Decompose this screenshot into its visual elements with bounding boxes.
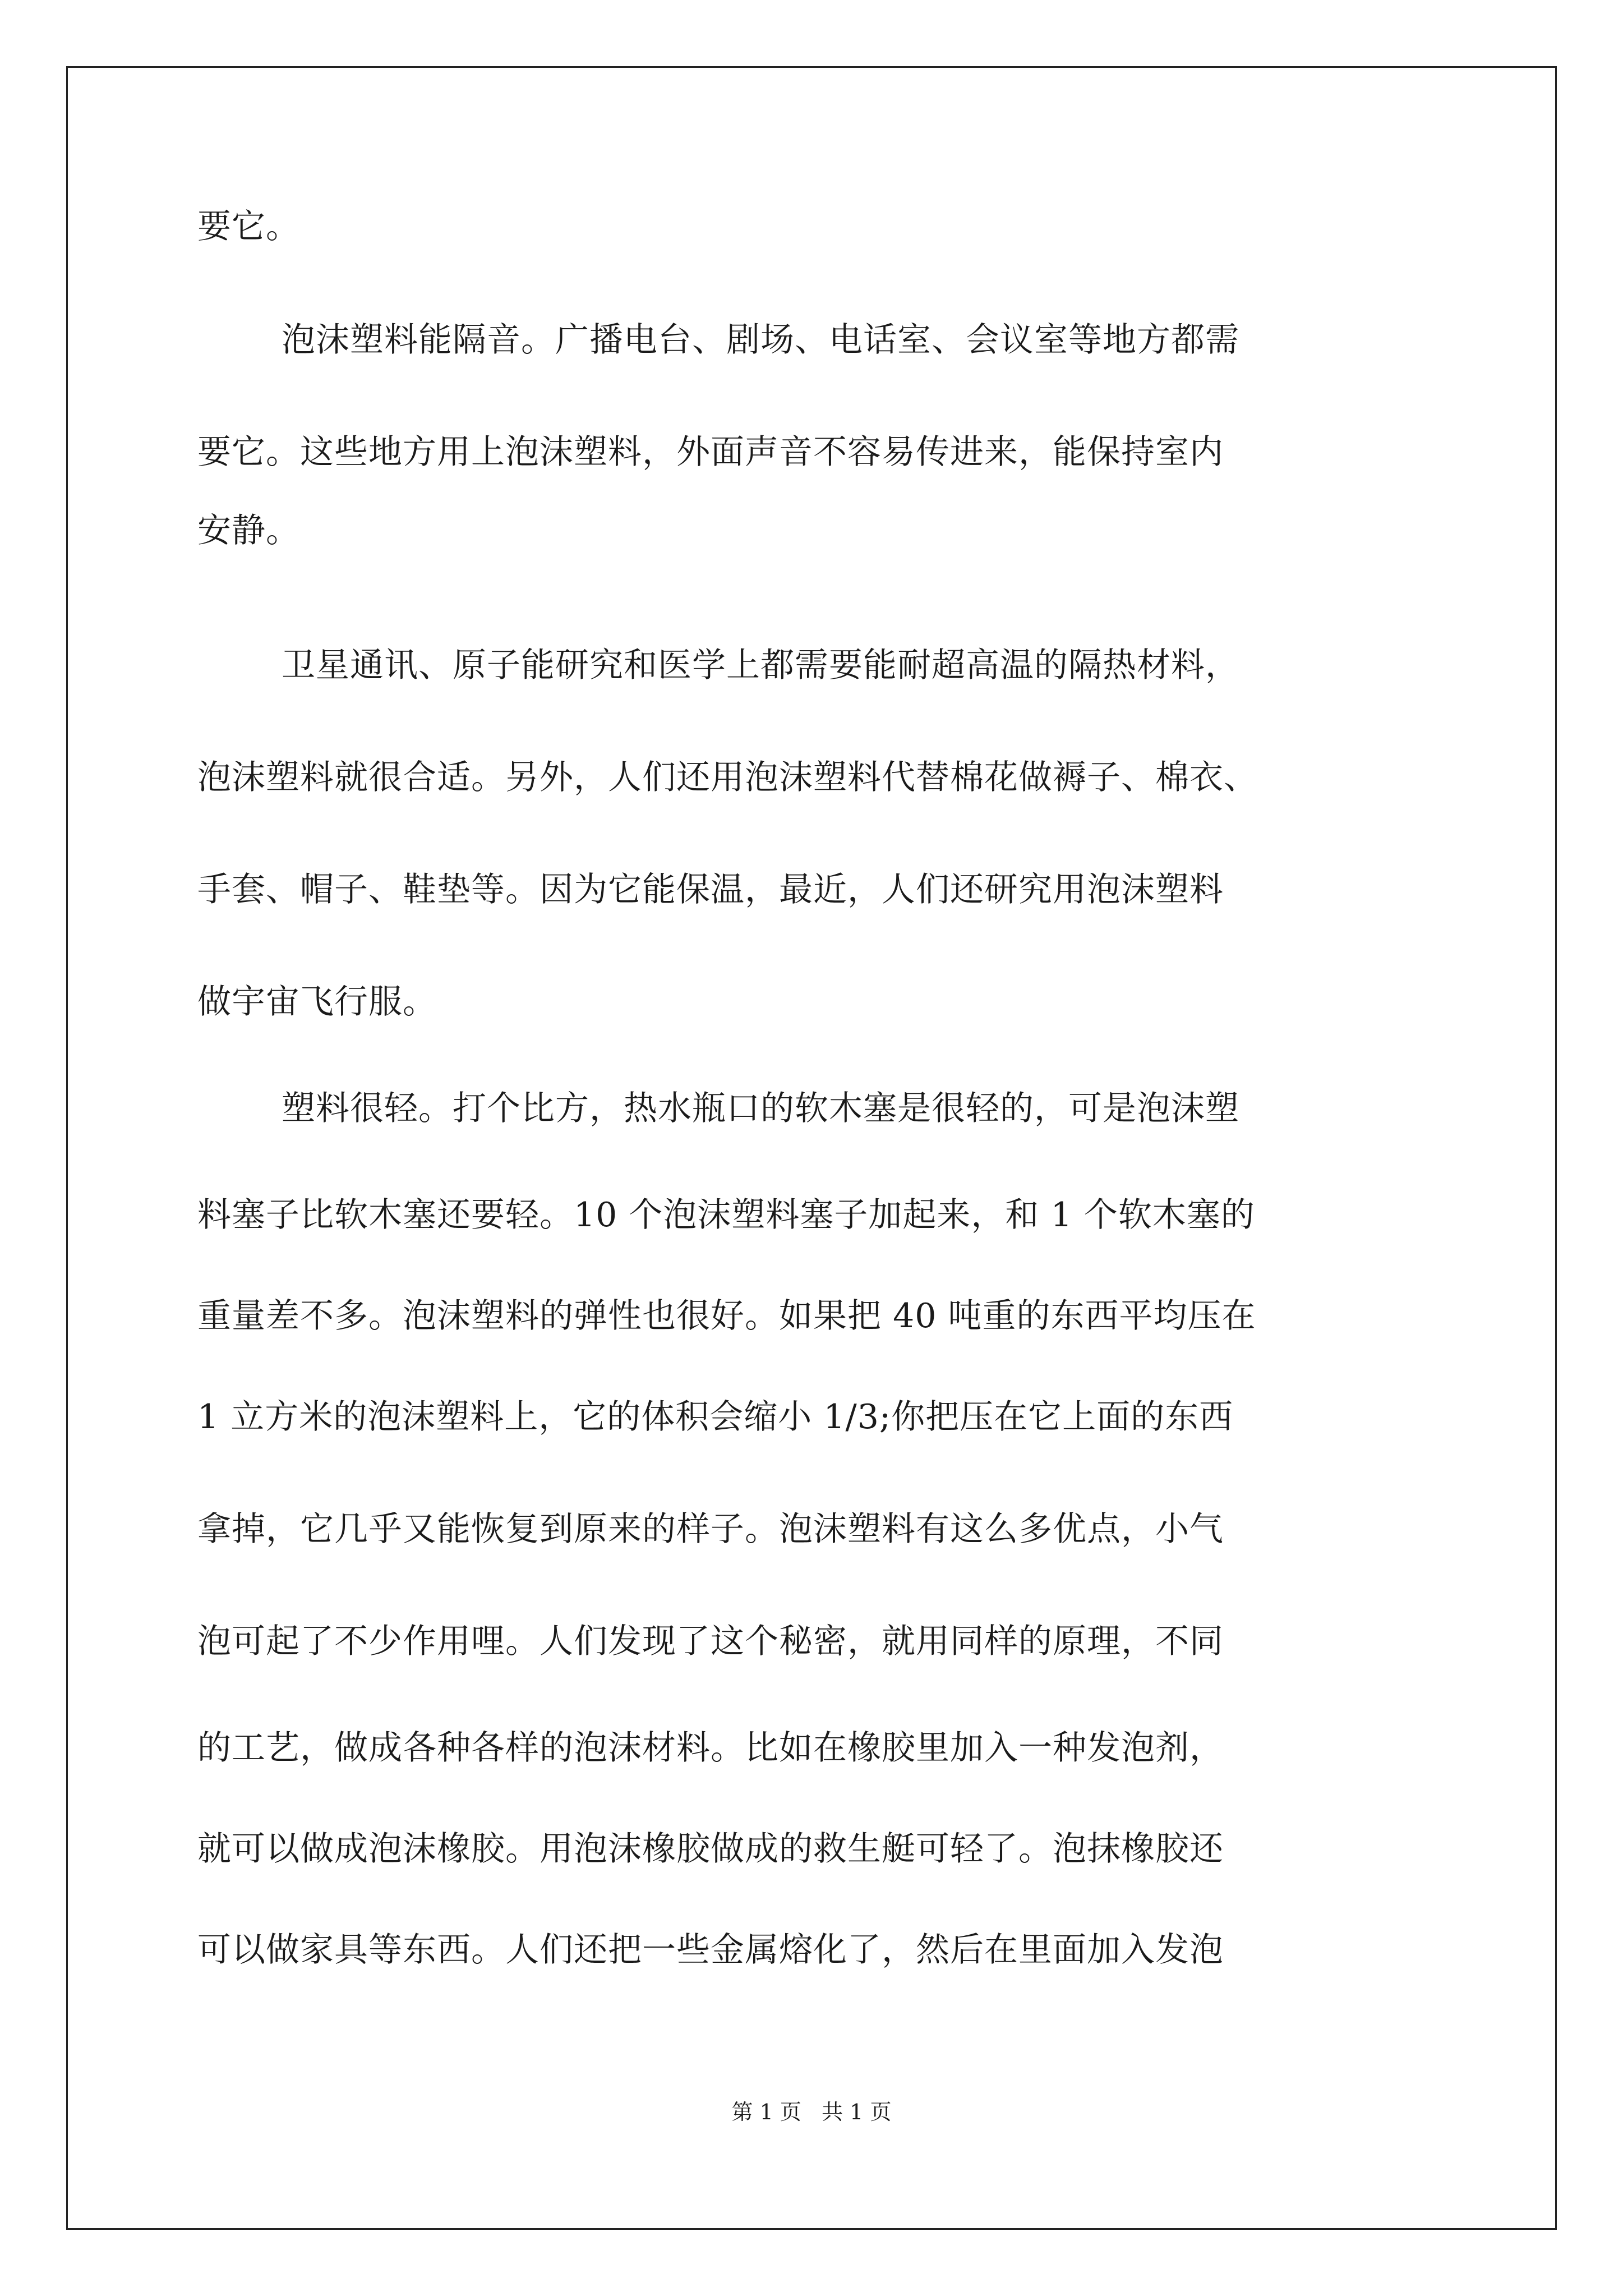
body-line: 的工艺，做成各种各样的泡沫材料。比如在橡胶里加入一种发泡剂， [197,1728,1224,1768]
body-line: 重量差不多。泡沫塑料的弹性也很好。如果把 40 吨重的东西平均压在 [197,1296,1256,1336]
body-line: 可以做家具等东西。人们还把一些金属熔化了，然后在里面加入发泡 [197,1930,1224,1970]
body-line: 拿掉，它几乎又能恢复到原来的样子。泡沫塑料有这么多优点，小气 [197,1510,1224,1549]
body-line: 安静。 [197,511,300,550]
paragraph-first-line: 泡沫塑料能隔音。广播电台、剧场、电话室、会议室等地方都需 [282,320,1239,360]
body-line: 泡沫塑料就很合适。另外，人们还用泡沫塑料代替棉花做褥子、棉衣、 [197,758,1258,797]
body-line: 要它。 [197,207,300,246]
body-line: 做宇宙飞行服。 [197,982,437,1022]
body-line: 手套、帽子、鞋垫等。因为它能保温，最近，人们还研究用泡沫塑料 [197,870,1224,909]
body-line: 料塞子比软木塞还要轻。10 个泡沫塑料塞子加起来，和 1 个软木塞的 [197,1195,1255,1235]
page-frame [66,66,1557,2230]
page-number-footer: 第 1 页 共 1 页 [731,2100,892,2124]
body-line: 就可以做成泡沫橡胶。用泡沫橡胶做成的救生艇可轻了。泡抹橡胶还 [197,1829,1224,1869]
body-line: 要它。这些地方用上泡沫塑料，外面声音不容易传进来，能保持室内 [197,432,1224,472]
paragraph-first-line: 卫星通讯、原子能研究和医学上都需要能耐超高温的隔热材料， [282,646,1239,685]
body-line: 1 立方米的泡沫塑料上，它的体积会缩小 1/3;你把压在它上面的东西 [197,1397,1234,1437]
paragraph-first-line: 塑料很轻。打个比方，热水瓶口的软木塞是很轻的，可是泡沫塑 [282,1089,1239,1128]
body-line: 泡可起了不少作用哩。人们发现了这个秘密，就用同样的原理，不同 [197,1622,1224,1661]
